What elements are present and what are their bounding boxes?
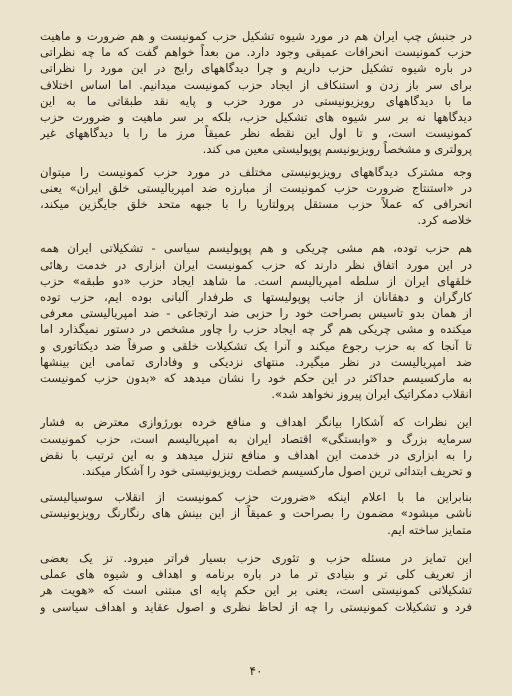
text-line: در جنبش چپ ایران هم در مورد شیوه تشکیل حزب کمونیست و هم ضرورت و ماهیت: [40, 29, 472, 43]
text-line: ما با دیدگاههای رویزیونیستی در مورد حزب و پایه نقد طبقاتی ما به این: [40, 93, 472, 108]
text-line: فرد و تشکیلات کمونیستی را چه از لحاظ نظری و اصول عقاید و اهداف سیاسی و: [40, 599, 472, 614]
text-line: حزب کمونیست انحرافات عمیقی وجود دارد. من بعداً خواهم گفت که ما چه نظراتی: [40, 45, 472, 60]
text-line: کارگران و دهقانان از جانب پوپولیستها ی طرفدار آلبانی بوده ایم، حزب توده: [40, 290, 472, 305]
text-line: متمایز ساخته ایم.: [387, 522, 472, 537]
text-line: تشکیلاتی کمونیستی است، یعنی بر این حکم پایه ای مبتنی است که «هویت هر: [40, 583, 472, 598]
text-line: میکنده و مشی چریکی هم گر چه ایجاد حزب را چاور مشخص در دستور نمیگذارد اما: [40, 322, 472, 337]
paragraph-6: [40, 550, 472, 615]
text-line: وجه مشترک دیدگاههای رویزیونیستی مختلف در مورد حزب کمونیست را میتوان: [40, 164, 472, 179]
text-line: ضد امپریالیست در نظر میگیرد. منتهای نزدیکی و وفاداری تمامی این بینشها: [40, 354, 472, 369]
text-line: دیدگاهها نه بر سر شیوه های تشکیل حزب، بلکه بر سر ماهیت و ضرورت حزب: [40, 110, 472, 125]
text-line: سرمایه بزرگ و «وابستگی» اقتصاد ایران به امپریالیسم است، حزب کمونیست: [40, 431, 472, 446]
text-line: خلقهای ایران از سلطه امپریالیسم است. ما شاهد ایجاد حزب «دو طبقه» حزب: [40, 273, 472, 288]
text-line: را به ابزاری در خدمت این اهداف و منافع تنزل میدهد و به این ترتیب با نقض: [40, 447, 472, 462]
text-line: کمونیست است، و تا اول این نقطه نظر عمیقاً مرز ما را با دیدگاههای غیر: [40, 126, 472, 141]
text-line: انقلاب دمکراتیک ایران پیروز نخواهد شد».: [271, 387, 472, 402]
text-line: در باره شیوه تشکیل حزب داریم و چرا دیدگاههای رایج در این مورد را نظراتی: [40, 61, 472, 76]
text-line: در «استنتاج ضرورت حزب کمونیست از مبارزه ضد امپریالیستی خلق ایران» یعنی: [40, 180, 472, 195]
text-line: تا آنجا که به حزب رجوع میکند و آنرا یک تشکیلات خلقی و صرفاً ضد دیکتاتوری و: [40, 338, 472, 353]
text-line: بنابراین ما با اعلام اینکه «ضرورت حزب کمونیست از انقلاب سوسیالیستی: [40, 490, 472, 505]
text-line: و تحریف ابتدائی ترین اصول مارکسیسم خصلت رویزیونیستی خود را آشکار میکند.: [81, 464, 472, 479]
paragraph-1: [40, 28, 472, 158]
paragraph-3: [40, 240, 472, 402]
text-line: از همان بدو تاسیس بصراحت خود را حزبی ضد ارتجاعی - ضد امپریالیستی معرفی: [40, 306, 472, 321]
text-line: پرولتری و مشخصاً رویزیونیسم پوپولیستی معین می کند.: [202, 142, 472, 157]
text-line: انحرافی که عملاً حزب مستقل پرولتاریا را با جبهه متحد خلق جایگزین میکند،: [40, 197, 472, 212]
text-line: در این مورد اتفاق نظر دارند که حزب کمونیست ایران ابزاری در خدمت رهائی: [40, 257, 472, 272]
text-line: ناشی میشود» مضمون را بصراحت و عمیقاً از این بینش های رنگارنگ رویزیونیستی: [40, 506, 472, 521]
paragraph-2: [40, 164, 472, 229]
text-line: این نظرات که آشکارا بیانگر اهداف و منافع خرده بورژوازی معترض به فشار: [40, 415, 472, 430]
page-number: ۴۰: [249, 664, 263, 678]
text-line: از تعریف کلی تر و بنیادی تر ما در باره برنامه و اهداف و شیوه های عملی: [40, 567, 472, 582]
text-line: برای سر باز زدن و استنکاف از ایجاد حزب کمونیست میدانیم. اما اساس اختلاف: [40, 77, 472, 92]
text-line: خلاصه کرد.: [417, 213, 472, 228]
text-line: این تمایز در مسئله حزب و تئوری حزب بسیار فراتر میرود. تز یک بعضی: [40, 550, 472, 565]
paragraph-5: [40, 489, 472, 538]
text-line: به مارکسیسم حداکثر در این حکم خود را نشان میدهد که «بدون حزب کمونیست: [40, 371, 472, 386]
paragraph-4: [40, 414, 472, 479]
text-line: هم حزب توده، هم مشی چریکی و هم پوپولیسم سیاسی - تشکیلاتی ایران همه: [40, 241, 472, 256]
